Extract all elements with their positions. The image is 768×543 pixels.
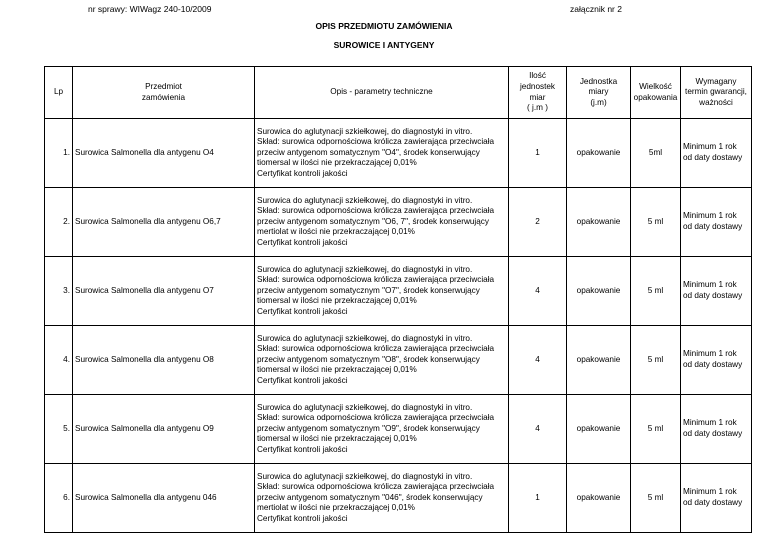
row-warranty: Minimum 1 rok od daty dostawy	[681, 395, 752, 464]
row-description: Surowica do aglutynacji szkiełkowej, do diagnostyki in vitro. Skład: surowica odpornościowa królicza zawierająca przeciwciała przeciw antygenom somatycznym "O6, 7", środek konserwujący mertiolat w ilości nie przekraczającej 0,01% Certyfikat kontroli jakości	[255, 188, 509, 257]
header-subject: Przedmiot zamówienia	[73, 67, 255, 119]
row-quantity: 2	[509, 188, 567, 257]
header-lp: Lp	[45, 67, 73, 119]
row-lp: 5.	[45, 395, 73, 464]
row-quantity: 1	[509, 464, 567, 533]
row-lp: 4.	[45, 326, 73, 395]
row-description: Surowica do aglutynacji szkiełkowej, do diagnostyki in vitro. Skład: surowica odpornościowa królicza zawierająca przeciwciała przeciw antygenom somatycznym "O4", środek konserwujący tiomersal w ilości nie przekraczającej 0,01% Certyfikat kontroli jakości	[255, 119, 509, 188]
row-unit: opakowanie	[567, 188, 631, 257]
row-description: Surowica do aglutynacji szkiełkowej, do diagnostyki in vitro. Skład: surowica odpornościowa królicza zawierająca przeciwciała przeciw antygenom somatycznym "O9", środek konserwujący tiomersal w ilości nie przekraczającej 0,01% Certyfikat kontroli jakości	[255, 395, 509, 464]
table-row	[45, 188, 752, 257]
header-warranty: Wymagany termin gwarancji, ważności	[681, 67, 752, 119]
row-product-name: Surowica Salmonella dla antygenu O7	[73, 257, 255, 326]
header-quantity: Ilość jednostek miar ( j.m )	[509, 67, 567, 119]
table-row	[45, 464, 752, 533]
row-lp: 2.	[45, 188, 73, 257]
row-package-size: 5ml	[631, 119, 681, 188]
header-description: Opis - parametry techniczne	[255, 67, 509, 119]
row-lp: 3.	[45, 257, 73, 326]
row-package-size: 5 ml	[631, 395, 681, 464]
row-quantity: 1	[509, 119, 567, 188]
row-warranty: Minimum 1 rok od daty dostawy	[681, 119, 752, 188]
row-quantity: 4	[509, 326, 567, 395]
row-product-name: Surowica Salmonella dla antygenu 046	[73, 464, 255, 533]
table-row	[45, 119, 752, 188]
row-unit: opakowanie	[567, 119, 631, 188]
row-package-size: 5 ml	[631, 464, 681, 533]
row-lp: 1.	[45, 119, 73, 188]
row-unit: opakowanie	[567, 326, 631, 395]
row-unit: opakowanie	[567, 257, 631, 326]
header-package-size: Wielkość opakowania	[631, 67, 681, 119]
row-product-name: Surowica Salmonella dla antygenu O9	[73, 395, 255, 464]
row-unit: opakowanie	[567, 464, 631, 533]
header-unit: Jednostka miary (j.m)	[567, 67, 631, 119]
case-number: nr sprawy: WIWagz 240-10/2009	[88, 4, 212, 14]
row-warranty: Minimum 1 rok od daty dostawy	[681, 326, 752, 395]
table-row	[45, 395, 752, 464]
row-warranty: Minimum 1 rok od daty dostawy	[681, 464, 752, 533]
row-description: Surowica do aglutynacji szkiełkowej, do diagnostyki in vitro. Skład: surowica odpornościowa królicza zawierająca przeciwciała przeciw antygenom somatycznym "O7", środek konserwujący tiomersal w ilości nie przekraczającej 0,01% Certyfikat kontroli jakości	[255, 257, 509, 326]
table-header-row	[45, 67, 752, 119]
row-package-size: 5 ml	[631, 188, 681, 257]
attachment-label: załącznik nr 2	[570, 4, 622, 14]
table-row	[45, 257, 752, 326]
row-warranty: Minimum 1 rok od daty dostawy	[681, 188, 752, 257]
row-package-size: 5 ml	[631, 326, 681, 395]
row-product-name: Surowica Salmonella dla antygenu O6,7	[73, 188, 255, 257]
row-product-name: Surowica Salmonella dla antygenu O8	[73, 326, 255, 395]
row-unit: opakowanie	[567, 395, 631, 464]
row-quantity: 4	[509, 395, 567, 464]
row-package-size: 5 ml	[631, 257, 681, 326]
row-warranty: Minimum 1 rok od daty dostawy	[681, 257, 752, 326]
row-description: Surowica do aglutynacji szkiełkowej, do diagnostyki in vitro. Skład: surowica odpornościowa królicza zawierająca przeciwciała przeciw antygenom somatycznym "O8", środek konserwujący tiomersal w ilości nie przekraczającej 0,01% Certyfikat kontroli jakości	[255, 326, 509, 395]
document-subtitle: SUROWICE I ANTYGENY	[333, 40, 435, 50]
row-lp: 6.	[45, 464, 73, 533]
table-row	[45, 326, 752, 395]
row-quantity: 4	[509, 257, 567, 326]
row-product-name: Surowica Salmonella dla antygenu O4	[73, 119, 255, 188]
row-description: Surowica do aglutynacji szkiełkowej, do diagnostyki in vitro. Skład: surowica odpornościowa królicza zawierająca przeciwciała przeciw antygenom somatycznym "046", środek konserwujący mertiolat w ilości nie przekraczającej 0,01% Certyfikat kontroli jakości	[255, 464, 509, 533]
order-table	[44, 66, 752, 533]
document-title: OPIS PRZEDMIOTU ZAMÓWIENIA	[315, 21, 453, 31]
